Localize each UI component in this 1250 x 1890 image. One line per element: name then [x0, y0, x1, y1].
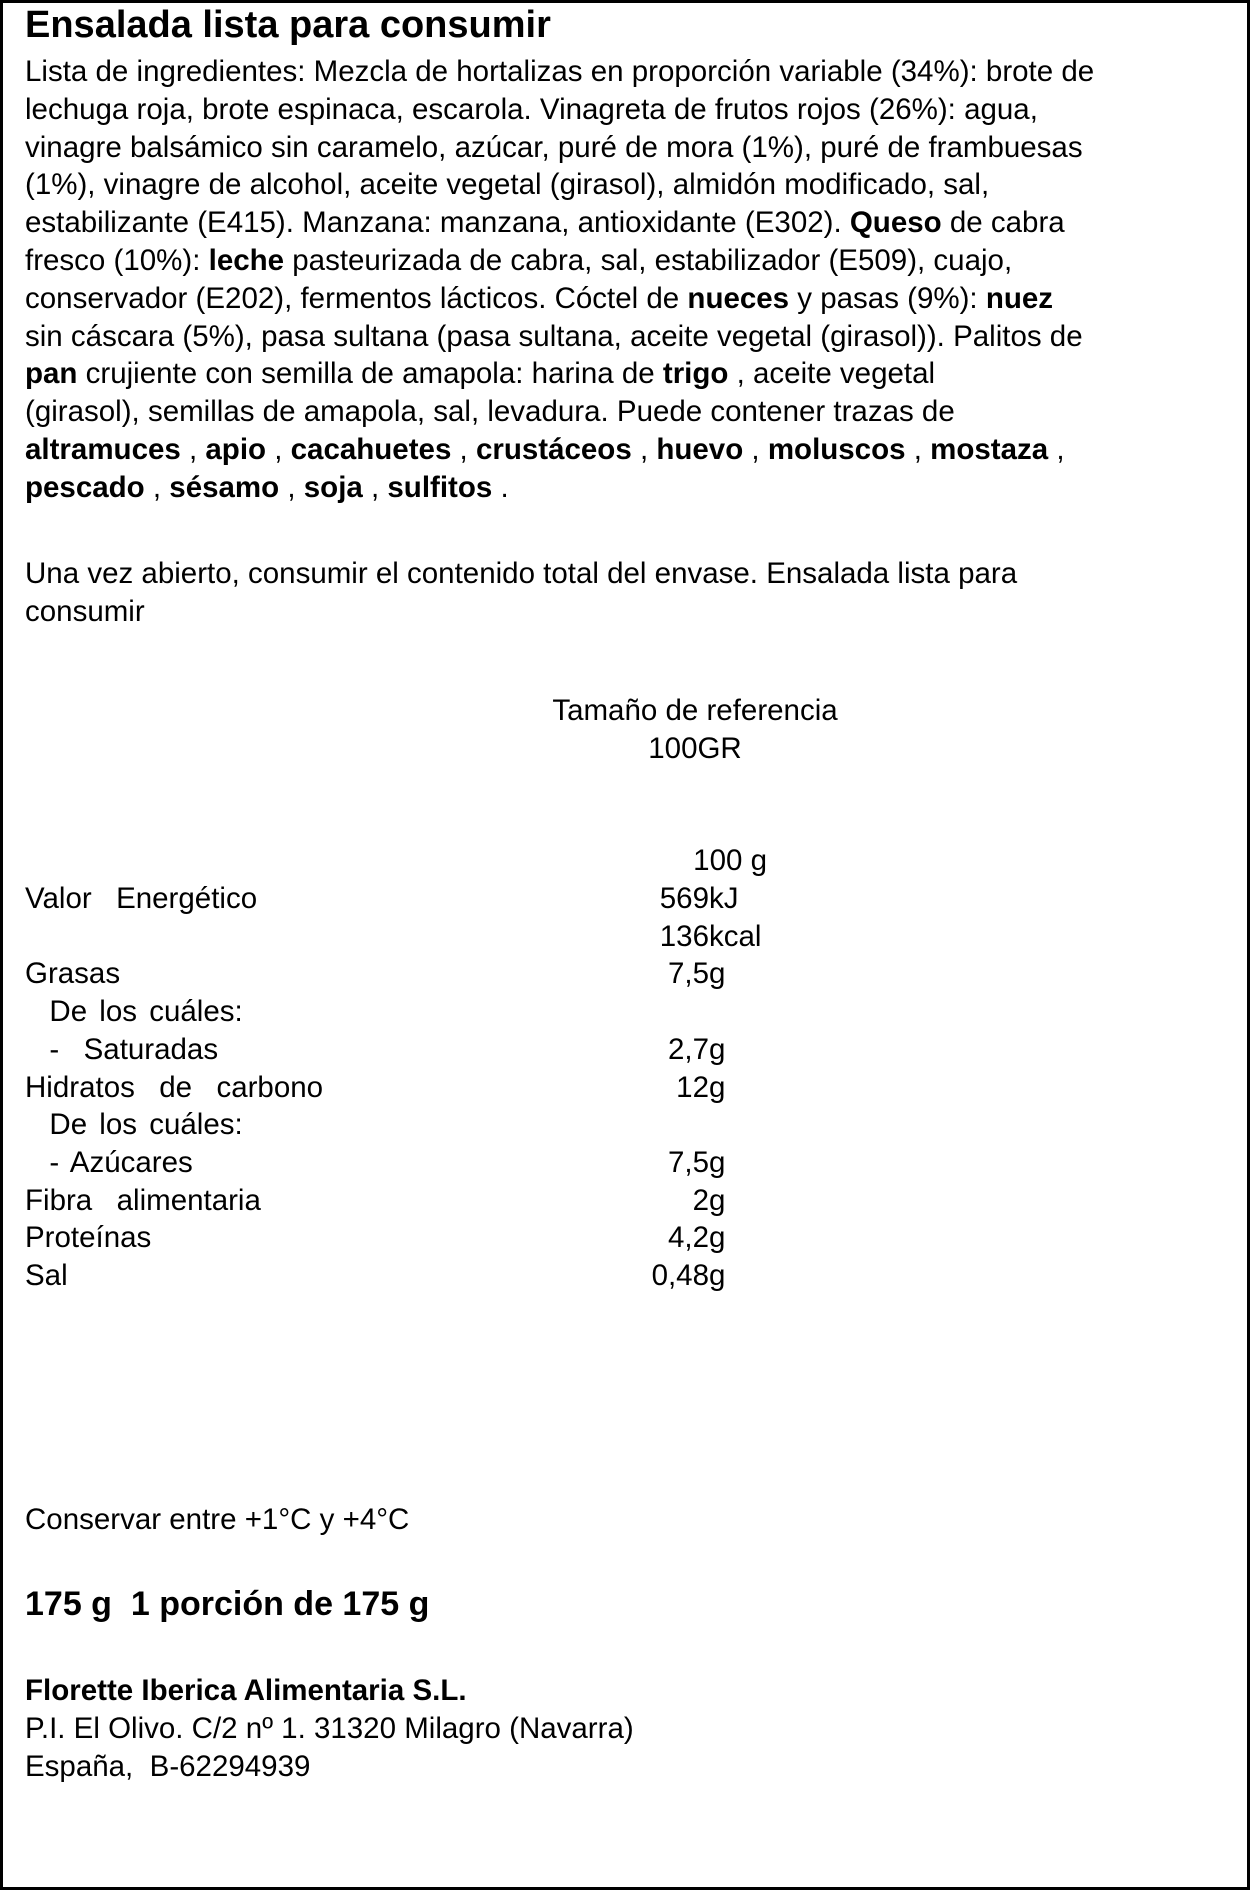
nutrient-unit: g [709, 1145, 726, 1179]
instructions-line-1: Una vez abierto, consumir el contenido total del envase. Ensalada lista para [25, 557, 1018, 590]
ingredients-line [25, 204, 1225, 242]
nutrient-value: 136 [659, 919, 709, 953]
allergen-text: mostaza [930, 432, 1049, 466]
nutrient-value: 12 [676, 1070, 709, 1104]
ingredient-text: , [362, 470, 388, 504]
ingredient-text: , aceite vegetal [728, 357, 936, 391]
allergen-text: pescado [25, 470, 145, 504]
company-country: España, B-62294939 [25, 1750, 311, 1783]
ingredient-text: estabilizante (E415). Manzana: manzana, antioxidante (E302). [25, 206, 850, 240]
nutrient-unit: g [709, 1259, 726, 1292]
ingredient-text: . [492, 470, 509, 504]
nutrient-label: - Azúcares [25, 1145, 193, 1179]
nutrient-label: Fibra alimentaria [25, 1183, 261, 1217]
ingredient-text: , [266, 432, 291, 466]
allergen-text: leche [208, 243, 285, 277]
ingredients-line [25, 91, 1225, 129]
ingredients-line [25, 318, 1225, 356]
allergen-text: moluscos [767, 432, 906, 466]
nutrient-label: De los cuáles: [25, 995, 243, 1029]
ingredient-text: y pasas (9%): [789, 281, 986, 315]
net-weight: 175 g 1 porción de 175 g [25, 1585, 430, 1623]
usage-instructions [25, 555, 1017, 631]
nutrient-unit: kcal [709, 919, 762, 953]
nutrition-row [25, 918, 785, 956]
allergen-text: trigo [662, 357, 729, 391]
ingredient-text: lechuga roja, brote espinaca, escarola. Vinagreta de frutos rojos (26%): agua, [25, 92, 1038, 126]
nutrient-unit: g [709, 1032, 726, 1066]
nutrient-label: Grasas [25, 957, 121, 991]
nutrition-row [25, 993, 785, 1031]
instructions-line-2: consumir [25, 595, 145, 628]
ingredients-line [25, 280, 1225, 318]
allergen-text: nueces [687, 281, 790, 315]
ingredient-text: , [279, 470, 304, 504]
allergen-text: huevo [656, 432, 744, 466]
allergen-text: crustáceos [475, 432, 632, 466]
allergen-text: nuez [985, 281, 1054, 315]
ingredient-text: , [180, 432, 206, 466]
nutrient-unit: g [709, 1183, 726, 1217]
nutrition-column-header [25, 842, 785, 880]
ingredients-line [25, 469, 1225, 507]
nutrition-row [25, 1257, 785, 1295]
ingredient-text: fresco (10%): [25, 243, 209, 277]
nutrient-label: Hidratos de carbono [25, 1070, 324, 1104]
ingredients-line [25, 129, 1225, 167]
ingredients-line [25, 431, 1225, 469]
nutrition-row [25, 1069, 785, 1107]
nutrient-value: 2 [692, 1183, 709, 1217]
reference-size-label: Tamaño de referencia [552, 694, 838, 727]
ingredients-line [25, 53, 1225, 91]
allergen-text: sésamo [169, 470, 280, 504]
nutrient-label: De los cuáles: [25, 1108, 243, 1142]
allergen-text: soja [303, 470, 363, 504]
ingredient-text: vinagre balsámico sin caramelo, azúcar, puré de mora (1%), puré de frambuesas [25, 130, 1083, 164]
ingredient-text: pasteurizada de cabra, sal, estabilizador (E509), cuajo, [284, 243, 1013, 277]
ingredient-text: , [144, 470, 170, 504]
nutrient-label: - Saturadas [25, 1032, 219, 1066]
nutrition-row [25, 1219, 785, 1257]
nutrition-row [25, 955, 785, 993]
nutrient-value: 0,48 [651, 1259, 709, 1292]
nutrient-value: 2,7 [667, 1032, 709, 1066]
company-name: Florette Iberica Alimentaria S.L. [25, 1674, 467, 1707]
nutrition-row [25, 1182, 785, 1220]
nutrient-value: 7,5 [667, 1145, 709, 1179]
nutrition-row [25, 1144, 785, 1182]
ingredients-line [25, 242, 1225, 280]
ingredient-text: , [1048, 432, 1065, 466]
storage-instructions: Conservar entre +1°C y +4°C [25, 1503, 410, 1536]
ingredient-text: , [905, 432, 931, 466]
allergen-text: apio [205, 432, 267, 466]
product-title: Ensalada lista para consumir [25, 4, 551, 46]
ingredient-text: , [743, 432, 768, 466]
nutrient-value: 569 [659, 882, 709, 915]
ingredient-text: (1%), vinagre de alcohol, aceite vegetal (girasol), almidón modificado, sal, [25, 168, 990, 202]
ingredient-text: conservador (E202), fermentos lácticos. Cóctel de [25, 281, 688, 315]
company-address: P.I. El Olivo. C/2 nº 1. 31320 Milagro (Navarra) [25, 1712, 634, 1745]
ingredient-text: de cabra [941, 206, 1065, 240]
allergen-text: sulfitos [387, 470, 493, 504]
column-header-value: 100 g [693, 844, 767, 877]
nutrition-row [25, 1106, 785, 1144]
ingredients-list [25, 53, 1225, 507]
nutrient-label: Valor Energético [25, 882, 258, 915]
ingredient-text: , [451, 432, 476, 466]
reference-size-value: 100GR [648, 732, 742, 765]
nutrient-label: Proteínas [25, 1221, 152, 1255]
ingredient-text: (girasol), semillas de amapola, sal, levadura. Puede contener trazas de [25, 395, 955, 429]
nutrition-row [25, 880, 785, 918]
ingredients-line [25, 166, 1225, 204]
nutrient-value: 7,5 [667, 957, 709, 991]
allergen-text: pan [25, 357, 78, 391]
ingredient-text: sin cáscara (5%), pasa sultana (pasa sultana, aceite vegetal (girasol)). Palitos de [25, 319, 1083, 353]
nutrient-unit: kJ [709, 882, 739, 915]
nutrient-unit: g [709, 957, 726, 991]
company-info [25, 1672, 634, 1786]
ingredient-text: crujiente con semilla de amapola: harina de [77, 357, 663, 391]
ingredient-text: Lista de ingredientes: Mezcla de hortalizas en proporción variable (34%): brote de [25, 55, 1095, 88]
ingredients-line [25, 355, 1225, 393]
ingredients-line [25, 393, 1225, 431]
nutrient-label: Sal [25, 1259, 68, 1292]
allergen-text: altramuces [25, 432, 181, 466]
allergen-text: cacahuetes [290, 432, 452, 466]
ingredient-text: , [631, 432, 657, 466]
nutrient-unit: g [709, 1221, 726, 1255]
allergen-text: Queso [849, 206, 942, 240]
nutrient-value: 4,2 [667, 1221, 709, 1255]
nutrient-unit: g [709, 1070, 726, 1104]
nutrition-row [25, 1031, 785, 1069]
